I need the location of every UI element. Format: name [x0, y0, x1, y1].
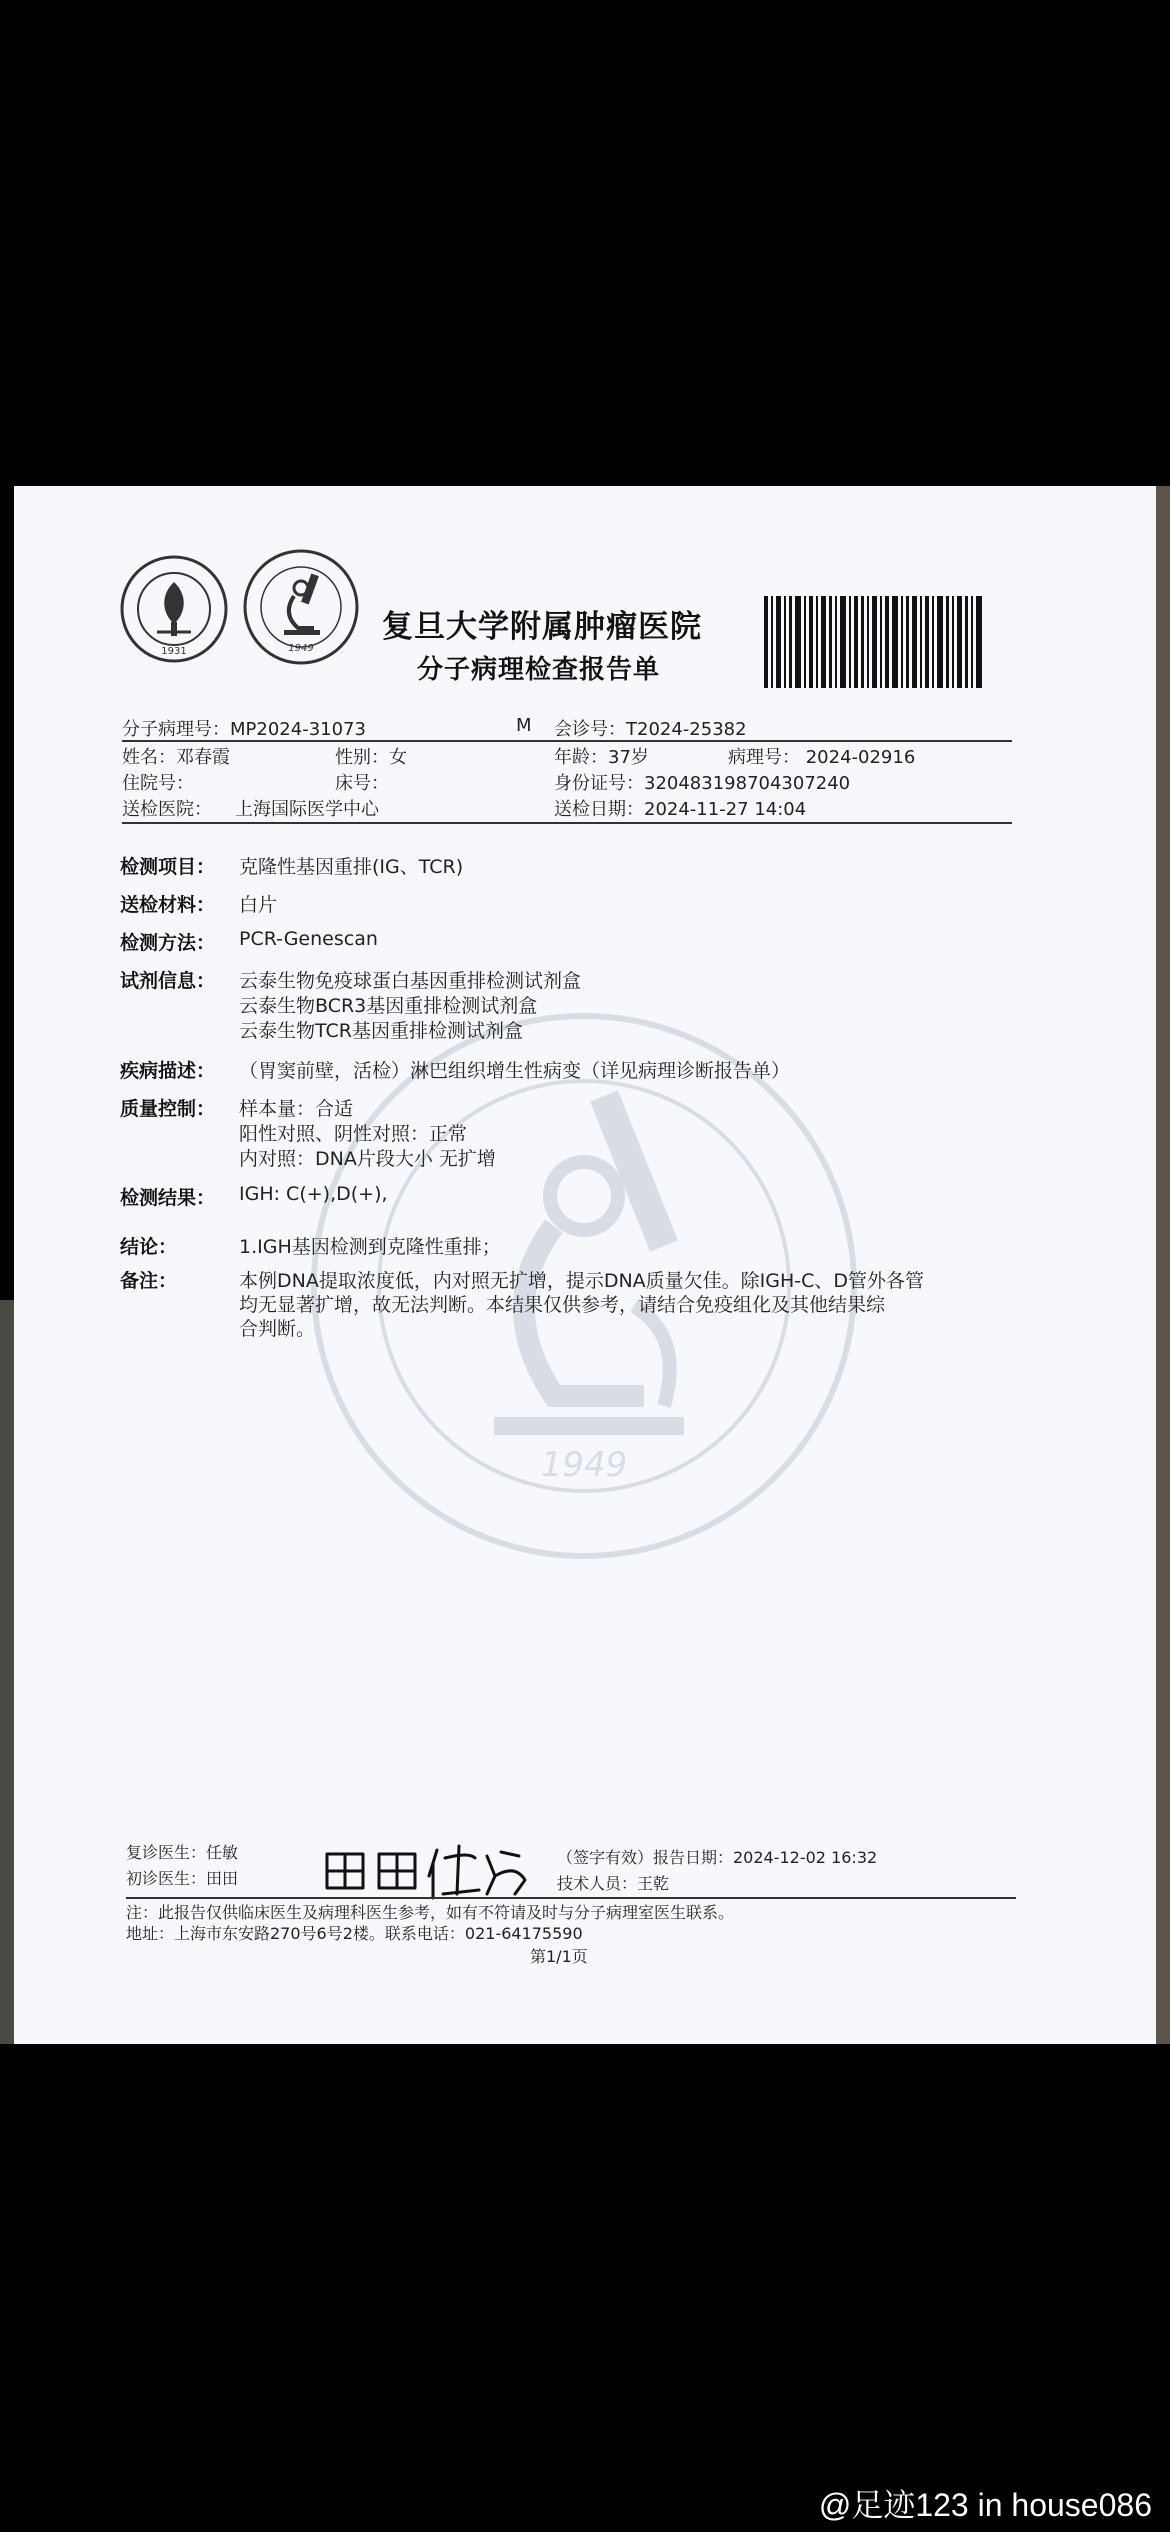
address: 地址：上海市东安路270号6号2楼。联系电话：021-64175590	[126, 1924, 583, 1943]
inpatient-number: 住院号：	[122, 773, 194, 794]
result-label: 检测结果：	[120, 1187, 216, 1209]
note-line: 本例DNA提取浓度低，内对照无扩增，提示DNA质量欠佳。除IGH-C、D管外各管	[239, 1270, 925, 1292]
m-mark: M	[516, 715, 532, 736]
reagent-line: 云泰生物TCR基因重排检测试剂盒	[239, 1020, 523, 1042]
background-edge	[1154, 486, 1170, 2044]
id-number: 身份证号：320483198704307240	[554, 773, 851, 794]
sending-hospital: 上海国际医学中心	[235, 799, 379, 820]
patient-name: 姓名：邓春霞	[122, 747, 230, 768]
note-line: 均无显著扩增，故无法判断。本结果仅供参考，请结合免疫组化及其他结果综	[239, 1294, 886, 1316]
first-doctor: 初诊医生：田田	[126, 1869, 239, 1888]
qc-line: 阳性对照、阴性对照：正常	[239, 1123, 468, 1145]
report-date: （签字有效）报告日期：2024-12-02 16:32	[557, 1848, 878, 1867]
method: PCR-Genescan	[239, 928, 378, 950]
reagent-line: 云泰生物免疫球蛋白基因重排检测试剂盒	[239, 970, 582, 992]
pathology-dept-logo-icon	[242, 548, 360, 666]
note-line: 合判断。	[239, 1318, 316, 1340]
bed-number: 床号：	[335, 773, 389, 794]
molecular-pathology-number: 分子病理号：MP2024-31073	[122, 719, 366, 740]
barcode-icon	[764, 596, 982, 688]
test-item: 克隆性基因重排(IG、TCR)	[239, 856, 464, 878]
report-sheet	[14, 486, 1156, 2044]
note-label: 备注：	[120, 1270, 178, 1292]
overlay-watermark: @足迹123 in house086	[818, 2487, 1152, 2523]
footer-note: 注：此报告仅供临床医生及病理科医生参考，如有不符请及时与分子病理室医生联系。	[126, 1903, 735, 1922]
svg-text:1949: 1949	[540, 1445, 628, 1485]
consultation-number: 会诊号：T2024-25382	[554, 719, 747, 740]
reagent-line: 云泰生物BCR3基因重排检测试剂盒	[239, 995, 538, 1017]
svg-text:1931: 1931	[161, 646, 187, 657]
material: 白片	[239, 894, 278, 916]
conclusion-label: 结论：	[120, 1236, 178, 1258]
university-logo-icon	[119, 554, 229, 664]
divider	[122, 740, 1012, 742]
patient-sex: 性别：女	[335, 747, 407, 768]
disease-description: （胃窦前壁，活检）淋巴组织增生性病变（详见病理诊断报告单）	[239, 1060, 791, 1082]
page-number: 第1/1页	[530, 1947, 588, 1966]
conclusion: 1.IGH基因检测到克隆性重排；	[239, 1236, 501, 1258]
hospital-name: 复旦大学附属肿瘤医院	[382, 609, 702, 645]
material-label: 送检材料：	[120, 894, 216, 916]
qc-line: 内对照：DNA片段大小 无扩增	[239, 1148, 496, 1170]
quality-control-label: 质量控制：	[120, 1098, 216, 1120]
reviewing-doctor: 复诊医生：任敏	[126, 1843, 239, 1862]
sending-hospital-label: 送检医院：	[122, 799, 212, 820]
divider	[122, 822, 1012, 824]
send-date: 送检日期：2024-11-27 14:04	[554, 799, 807, 820]
handwritten-signature-icon	[319, 1836, 534, 1906]
test-item-label: 检测项目：	[120, 856, 216, 878]
test-result: IGH: C(+),D(+),	[239, 1183, 388, 1205]
technician: 技术人员：王乾	[557, 1874, 670, 1893]
divider	[126, 1897, 1016, 1899]
disease-label: 疾病描述：	[120, 1060, 216, 1082]
patient-age: 年龄：37岁	[554, 747, 649, 768]
method-label: 检测方法：	[120, 932, 216, 954]
reagent-label: 试剂信息：	[120, 970, 216, 992]
svg-text:1949: 1949	[288, 643, 314, 654]
qc-line: 样本量：合适	[239, 1098, 354, 1120]
report-title: 分子病理检查报告单	[417, 655, 661, 685]
pathology-number: 病理号： 2024-02916	[728, 747, 916, 768]
